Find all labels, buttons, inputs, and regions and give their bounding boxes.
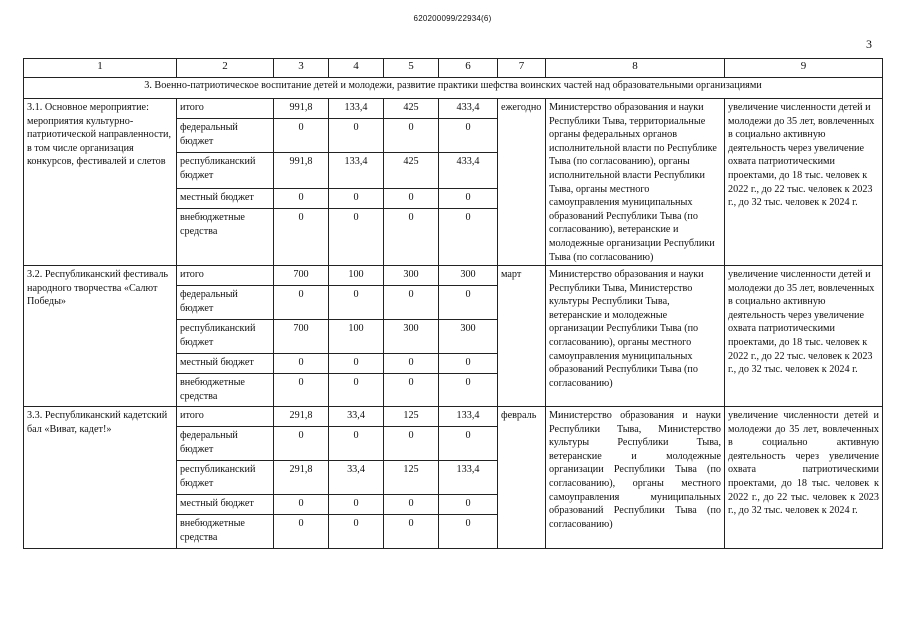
amount-cell: 133,4 [439,407,498,427]
table-row [24,99,883,119]
amount-cell: 100 [329,266,384,286]
amount-cell: 133,4 [439,461,498,495]
amount-cell: 425 [384,153,439,189]
amount-cell: 291,8 [274,461,329,495]
amount-cell: 0 [274,209,329,266]
amount-cell: 125 [384,407,439,427]
amount-cell: 991,8 [274,153,329,189]
amount-cell: 0 [384,427,439,461]
amount-cell: 100 [329,320,384,354]
amount-cell: 300 [384,320,439,354]
amount-cell: 33,4 [329,461,384,495]
amount-cell: 0 [329,189,384,209]
executors: Министерство образования и науки Республики Тыва, Министерство культуры Республики Тыва, ветеранские и молодежные организации Республики Тыва (по согласованию), органы местного самоуправления муниципальных образований Республики Тыва (по согласованию) [546,407,725,549]
amount-cell: 0 [384,189,439,209]
header-cell: 4 [329,59,384,78]
expected-result: увеличение численности детей и молодежи до 35 лет, вовлеченных в социально активную деятельность через увеличение охвата патриотическими проектами, до 18 тыс. человек к 2022 г., до 22 тыс. человек к 2023 г., до 32 тыс. человек к 2024 г. [725,407,883,549]
amount-cell: 300 [439,266,498,286]
amount-cell: 0 [439,286,498,320]
amount-cell: 0 [329,209,384,266]
amount-cell: 0 [439,189,498,209]
funding-source: федеральный бюджет [177,286,274,320]
document-id: 620200099/22934(6) [413,14,492,23]
header-cell: 8 [546,59,725,78]
funding-source: итого [177,99,274,119]
amount-cell: 133,4 [329,99,384,119]
amount-cell: 0 [274,374,329,407]
program-table [23,58,883,549]
header-cell: 1 [24,59,177,78]
amount-cell: 0 [439,209,498,266]
amount-cell: 0 [439,427,498,461]
amount-cell: 33,4 [329,407,384,427]
amount-cell: 0 [384,354,439,374]
amount-cell: 0 [274,427,329,461]
amount-cell: 291,8 [274,407,329,427]
page-number: 3 [866,37,872,51]
funding-source: итого [177,407,274,427]
header-cell: 6 [439,59,498,78]
header-row [24,59,883,78]
amount-cell: 0 [274,189,329,209]
amount-cell: 0 [274,119,329,153]
amount-cell: 0 [439,515,498,549]
funding-source: республиканский бюджет [177,153,274,189]
funding-source: федеральный бюджет [177,427,274,461]
header-cell: 7 [498,59,546,78]
amount-cell: 0 [329,427,384,461]
funding-source: итого [177,266,274,286]
amount-cell: 433,4 [439,153,498,189]
period: март [498,266,546,407]
header-cell: 3 [274,59,329,78]
activity-name: 3.1. Основное мероприятие: мероприятия культурно-патриотической направленности, в том числе организация конкурсов, фестивалей и слетов [24,99,177,266]
table-row [24,407,883,427]
amount-cell: 125 [384,461,439,495]
funding-source: внебюджетные средства [177,209,274,266]
amount-cell: 991,8 [274,99,329,119]
amount-cell: 0 [384,286,439,320]
amount-cell: 0 [329,286,384,320]
funding-source: местный бюджет [177,354,274,374]
period: ежегодно [498,99,546,266]
amount-cell: 0 [329,495,384,515]
header-cell: 9 [725,59,883,78]
expected-result: увеличение численности детей и молодежи до 35 лет, вовлеченных в социально активную деятельность через увеличение охвата патриотическими проектами, до 18 тыс. человек к 2022 г., до 22 тыс. человек к 2023 г., до 32 тыс. человек к 2024 г. [725,99,883,266]
amount-cell: 0 [439,495,498,515]
amount-cell: 0 [384,209,439,266]
amount-cell: 300 [384,266,439,286]
funding-source: федеральный бюджет [177,119,274,153]
amount-cell: 0 [274,354,329,374]
section-title: 3. Военно-патриотическое воспитание детей и молодежи, развитие практики шефства воинских частей над образовательными организациями [24,78,883,99]
amount-cell: 0 [439,374,498,407]
amount-cell: 0 [329,354,384,374]
amount-cell: 0 [384,374,439,407]
funding-source: внебюджетные средства [177,515,274,549]
amount-cell: 0 [274,515,329,549]
amount-cell: 700 [274,266,329,286]
period: февраль [498,407,546,549]
amount-cell: 0 [439,354,498,374]
funding-source: местный бюджет [177,495,274,515]
amount-cell: 0 [439,119,498,153]
funding-source: республиканский бюджет [177,320,274,354]
amount-cell: 0 [384,119,439,153]
amount-cell: 0 [274,286,329,320]
executors: Министерство образования и науки Республики Тыва, Министерство культуры Республики Тыва, ветеранские и молодежные организации Республики Тыва (по согласованию), органы местного самоуправления муниципальных образований Республики Тыва (по согласованию) [546,266,725,407]
executors: Министерство образования и науки Республики Тыва, территориальные органы федеральных органов исполнительной власти по Республике Тыва (по согласованию), органы исполнительной власти Республики Тыва, органы местного самоуправления муниципальных образований Республики Тыва (по согласованию), ветеранские и молодежные организации Республики Тыва (по согласованию) [546,99,725,266]
header-cell: 2 [177,59,274,78]
amount-cell: 300 [439,320,498,354]
amount-cell: 0 [329,119,384,153]
amount-cell: 425 [384,99,439,119]
funding-source: республиканский бюджет [177,461,274,495]
amount-cell: 700 [274,320,329,354]
amount-cell: 433,4 [439,99,498,119]
table-row [24,266,883,286]
amount-cell: 0 [384,495,439,515]
amount-cell: 0 [329,515,384,549]
activity-name: 3.2. Республиканский фестиваль народного творчества «Салют Победы» [24,266,177,407]
funding-source: местный бюджет [177,189,274,209]
table-body [24,99,883,549]
funding-source: внебюджетные средства [177,374,274,407]
amount-cell: 133,4 [329,153,384,189]
amount-cell: 0 [274,495,329,515]
amount-cell: 0 [384,515,439,549]
activity-name: 3.3. Республиканский кадетский бал «Виват, кадет!» [24,407,177,549]
expected-result: увеличение численности детей и молодежи до 35 лет, вовлеченных в социально активную деятельность через увеличение охвата патриотическими проектами, до 18 тыс. человек к 2022 г., до 22 тыс. человек к 2023 г., до 32 тыс. человек к 2024 г. [725,266,883,407]
header-cell: 5 [384,59,439,78]
section-row [24,78,883,99]
amount-cell: 0 [329,374,384,407]
